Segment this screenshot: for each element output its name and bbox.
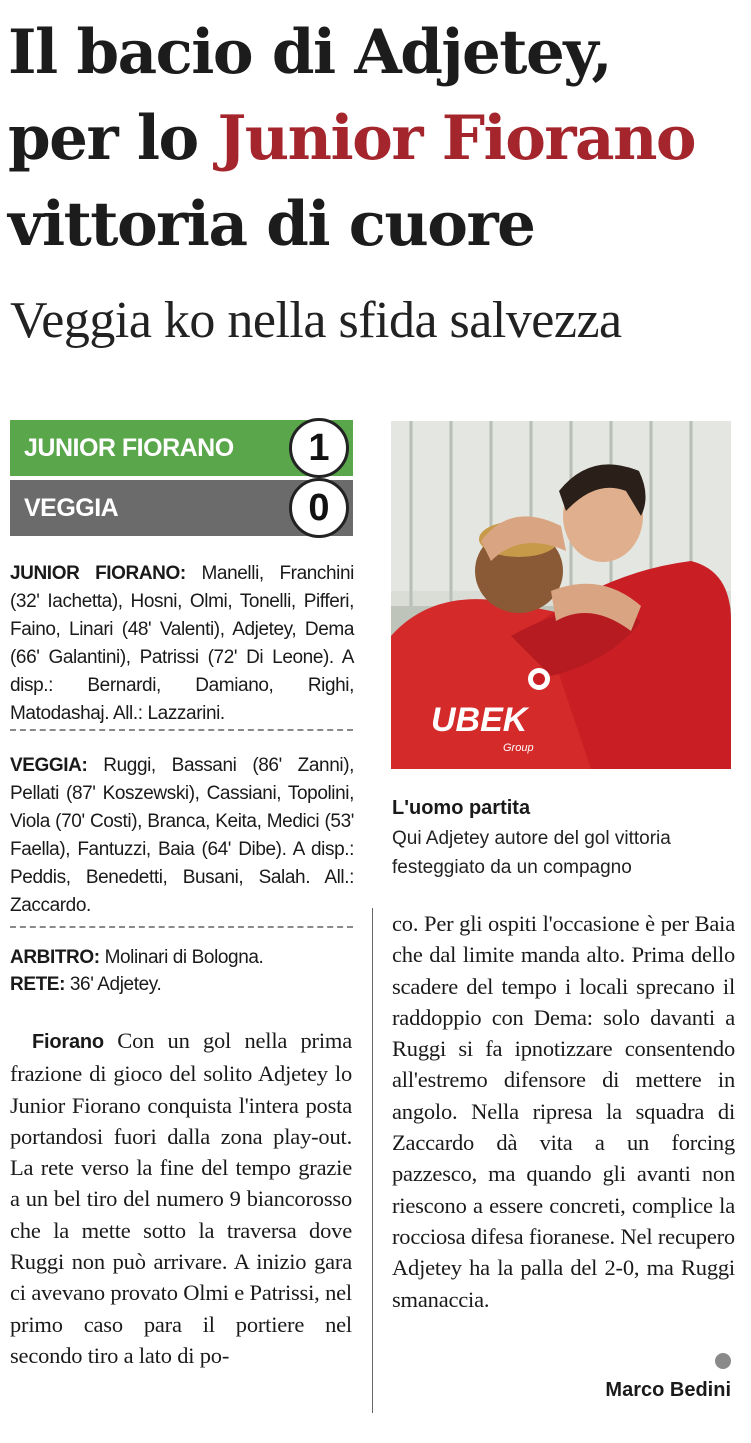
headline [8,10,748,268]
home-score: 1 [289,418,349,478]
headline-line-2 [8,96,748,182]
article-column-1-text: Con un gol nella prima frazione di gioco del solito Adjetey lo Junior Fiorano conquista l'intera posta portandosi fuori dalla zona play-out. La rete verso la fine del tempo grazie a un bel tiro del numero 9 biancorosso che la mette sotto la traversa dove Ruggi non può arrivare. A inizio gara ci avevano provato Olmi e Patrissi, nel primo caso para il portiere nel secondo tiro a lato di po- [10,1028,352,1368]
article-column-2: co. Per gli ospiti l'occasione è per Baia che dal limite manda alto. Prima dello scadere del tempo i locali sprecano il raddoppio con Dema: solo davanti a Ruggi si fa ipnotizzare consentendo all'estremo difensore di mettere in angolo. Nella ripresa la squadra di Zaccardo dà vita a un forcing pazzesco, ma quando gli avanti non riescono a essere concreti, complice la rocciosa difesa fioranese. Nel recupero Adjetey ha la palla del 2-0, ma Ruggi smanaccia. [392,911,735,1312]
away-lineup-text: Ruggi, Bassani (86' Zanni), Pellati (87' Koszewski), Cassiani, Topolini, Viola (70' Costi), Branca, Keita, Medici (53' Faella), Fantuzzi, Baia (64' Dibe). A disp.: Peddis, Benedetti, Busani, Salah. All.: Zaccardo. [10,755,354,916]
divider-dashed [10,926,353,928]
away-score-bar [10,480,353,536]
home-team-name: JUNIOR FIORANO [24,433,234,462]
headline-line-1: Il bacio di Adjetey, [8,17,612,88]
subheadline: Veggia ko nella sfida salvezza [10,292,622,349]
headline-accent: Junior Fiorano [217,103,696,174]
article-column-1 [10,1025,352,1371]
match-photo [391,421,731,769]
away-lineup-label: VEGGIA: [10,755,88,776]
column-rule [372,908,373,1413]
referee-text: Molinari di Bologna. [99,947,264,968]
home-lineup-label: JUNIOR FIORANO: [10,563,186,584]
photo-illustration [391,421,731,769]
photo-caption-text: Qui Adjetey autore del gol vittoria festeggiato da un compagno [392,828,671,878]
author-byline: Marco Bedini [605,1379,731,1401]
goal-label: RETE: [10,974,66,995]
headline-line-2-pre: per lo [8,103,218,174]
referee-line [10,944,354,972]
article-kicker: Fiorano [32,1031,104,1053]
away-score: 0 [289,478,349,538]
shirt-logo-sub: Group [503,742,534,754]
home-lineup-text: Manelli, Franchini (32' Iachetta), Hosni, Olmi, Tonelli, Pifferi, Faino, Linari (48' Valenti), Adjetey, Dema (66' Galantini), Patrissi (72' Di Leone). A disp.: Bernardi, Damiano, Righi, Matodashaj. All.: Lazzarini. [10,563,354,724]
goal-line [10,971,354,999]
goal-text: 36' Adjetey. [65,974,162,995]
divider-dashed [10,729,353,731]
end-mark-icon [715,1353,731,1369]
away-team-name: VEGGIA [24,493,119,522]
headline-line-3: vittoria di cuore [8,189,535,260]
shirt-logo: UBEK [431,701,528,739]
photo-caption-title: L'uomo partita [392,797,531,819]
away-lineup [10,752,354,920]
home-score-bar [10,420,353,476]
referee-label: ARBITRO: [10,947,100,968]
home-lineup [10,560,354,728]
